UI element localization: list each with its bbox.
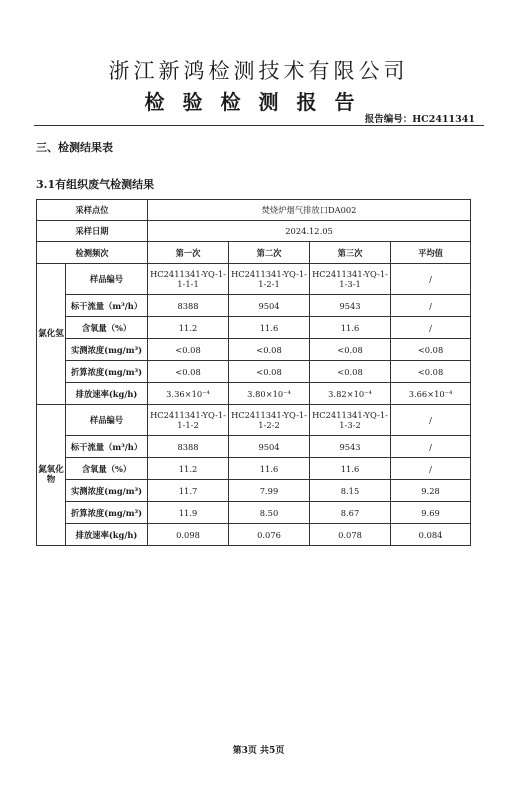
row-label: 排放速率(kg/h): [66, 524, 148, 546]
table-cell: HC2411341-YQ-1-1-1-1: [148, 264, 229, 295]
sampling-date-label: 采样日期: [37, 221, 148, 242]
table-row: [37, 480, 471, 502]
table-cell: <0.08: [229, 339, 310, 361]
table-row: [37, 317, 471, 339]
table-cell: 8388: [148, 436, 229, 458]
table-cell: /: [391, 264, 471, 295]
sampling-date-row: [37, 221, 471, 242]
subsection-heading: 3.1有组织废气检测结果: [36, 178, 155, 191]
table-cell: 11.9: [148, 502, 229, 524]
column-header: 平均值: [391, 242, 471, 264]
table-cell: 11.6: [310, 458, 391, 480]
table-cell: HC2411341-YQ-1-1-1-2: [148, 405, 229, 436]
table-cell: 8.50: [229, 502, 310, 524]
row-label: 折算浓度(mg/m³): [66, 502, 148, 524]
table-row: [37, 361, 471, 383]
row-label: 折算浓度(mg/m³): [66, 361, 148, 383]
row-label: 标干流量（m³/h）: [66, 295, 148, 317]
table-cell: 0.098: [148, 524, 229, 546]
table-row: [37, 436, 471, 458]
sampling-point-row: [37, 200, 471, 221]
table-cell: HC2411341-YQ-1-1-3-1: [310, 264, 391, 295]
table-cell: <0.08: [148, 361, 229, 383]
column-header: 第三次: [310, 242, 391, 264]
table-cell: /: [391, 405, 471, 436]
table-row: [37, 458, 471, 480]
table-cell: 9.28: [391, 480, 471, 502]
table-cell: 11.2: [148, 458, 229, 480]
page-footer: 第3页 共5页: [232, 746, 285, 756]
table-cell: <0.08: [229, 361, 310, 383]
table-row: [37, 295, 471, 317]
table-row: [37, 524, 471, 546]
table-cell: 11.6: [229, 317, 310, 339]
report-number: 报告编号：HC2411341: [364, 114, 475, 125]
row-label: 实测浓度(mg/m³): [66, 480, 148, 502]
header-divider: [34, 125, 484, 126]
table-cell: 0.076: [229, 524, 310, 546]
table-cell: /: [391, 295, 471, 317]
table-cell: 3.66×10⁻⁴: [391, 383, 471, 405]
table-row: [37, 405, 471, 436]
table-cell: HC2411341-YQ-1-1-2-2: [229, 405, 310, 436]
table-cell: 3.82×10⁻⁴: [310, 383, 391, 405]
row-label: 样品编号: [66, 405, 148, 436]
table-cell: 11.6: [229, 458, 310, 480]
table-cell: /: [391, 436, 471, 458]
table-cell: 11.2: [148, 317, 229, 339]
table-cell: <0.08: [148, 339, 229, 361]
row-label: 样品编号: [66, 264, 148, 295]
table-cell: <0.08: [310, 339, 391, 361]
table-cell: 9504: [229, 295, 310, 317]
company-name: 浙江新鸿检测技术有限公司: [108, 59, 409, 83]
table-cell: 9504: [229, 436, 310, 458]
row-label: 排放速率(kg/h): [66, 383, 148, 405]
table-cell: 8.15: [310, 480, 391, 502]
table-cell: 9543: [310, 436, 391, 458]
row-label: 含氧量（%）: [66, 458, 148, 480]
sampling-date-value: 2024.12.05: [148, 221, 471, 242]
table-cell: 3.36×10⁻⁴: [148, 383, 229, 405]
column-header: 第一次: [148, 242, 229, 264]
table-row: [37, 502, 471, 524]
table-cell: 0.078: [310, 524, 391, 546]
row-label: 含氧量（%）: [66, 317, 148, 339]
table-row: [37, 264, 471, 295]
group-label: 氮氧化物: [37, 405, 66, 546]
table-cell: 11.7: [148, 480, 229, 502]
table-row: [37, 339, 471, 361]
table-cell: 0.084: [391, 524, 471, 546]
table-cell: 3.80×10⁻⁴: [229, 383, 310, 405]
table-cell: <0.08: [310, 361, 391, 383]
results-table: [36, 199, 471, 546]
frequency-label: 检测频次: [37, 242, 148, 264]
table-cell: /: [391, 458, 471, 480]
section-heading: 三、检测结果表: [36, 141, 113, 154]
table-cell: <0.08: [391, 361, 471, 383]
table-cell: 9543: [310, 295, 391, 317]
table-row: [37, 383, 471, 405]
table-cell: 8.67: [310, 502, 391, 524]
table-cell: 9.69: [391, 502, 471, 524]
table-cell: HC2411341-YQ-1-1-3-2: [310, 405, 391, 436]
row-label: 实测浓度(mg/m³): [66, 339, 148, 361]
table-cell: <0.08: [391, 339, 471, 361]
table-cell: 7.99: [229, 480, 310, 502]
sampling-point-value: 焚烧炉烟气排放口DA002: [148, 200, 471, 221]
group-label: 氯化氢: [37, 264, 66, 405]
table-cell: 11.6: [310, 317, 391, 339]
sampling-point-label: 采样点位: [37, 200, 148, 221]
table-cell: /: [391, 317, 471, 339]
column-header: 第二次: [229, 242, 310, 264]
frequency-row: [37, 242, 471, 264]
row-label: 标干流量（m³/h）: [66, 436, 148, 458]
table-cell: HC2411341-YQ-1-1-2-1: [229, 264, 310, 295]
report-title: 检验检测报告: [144, 90, 373, 114]
table-cell: 8388: [148, 295, 229, 317]
